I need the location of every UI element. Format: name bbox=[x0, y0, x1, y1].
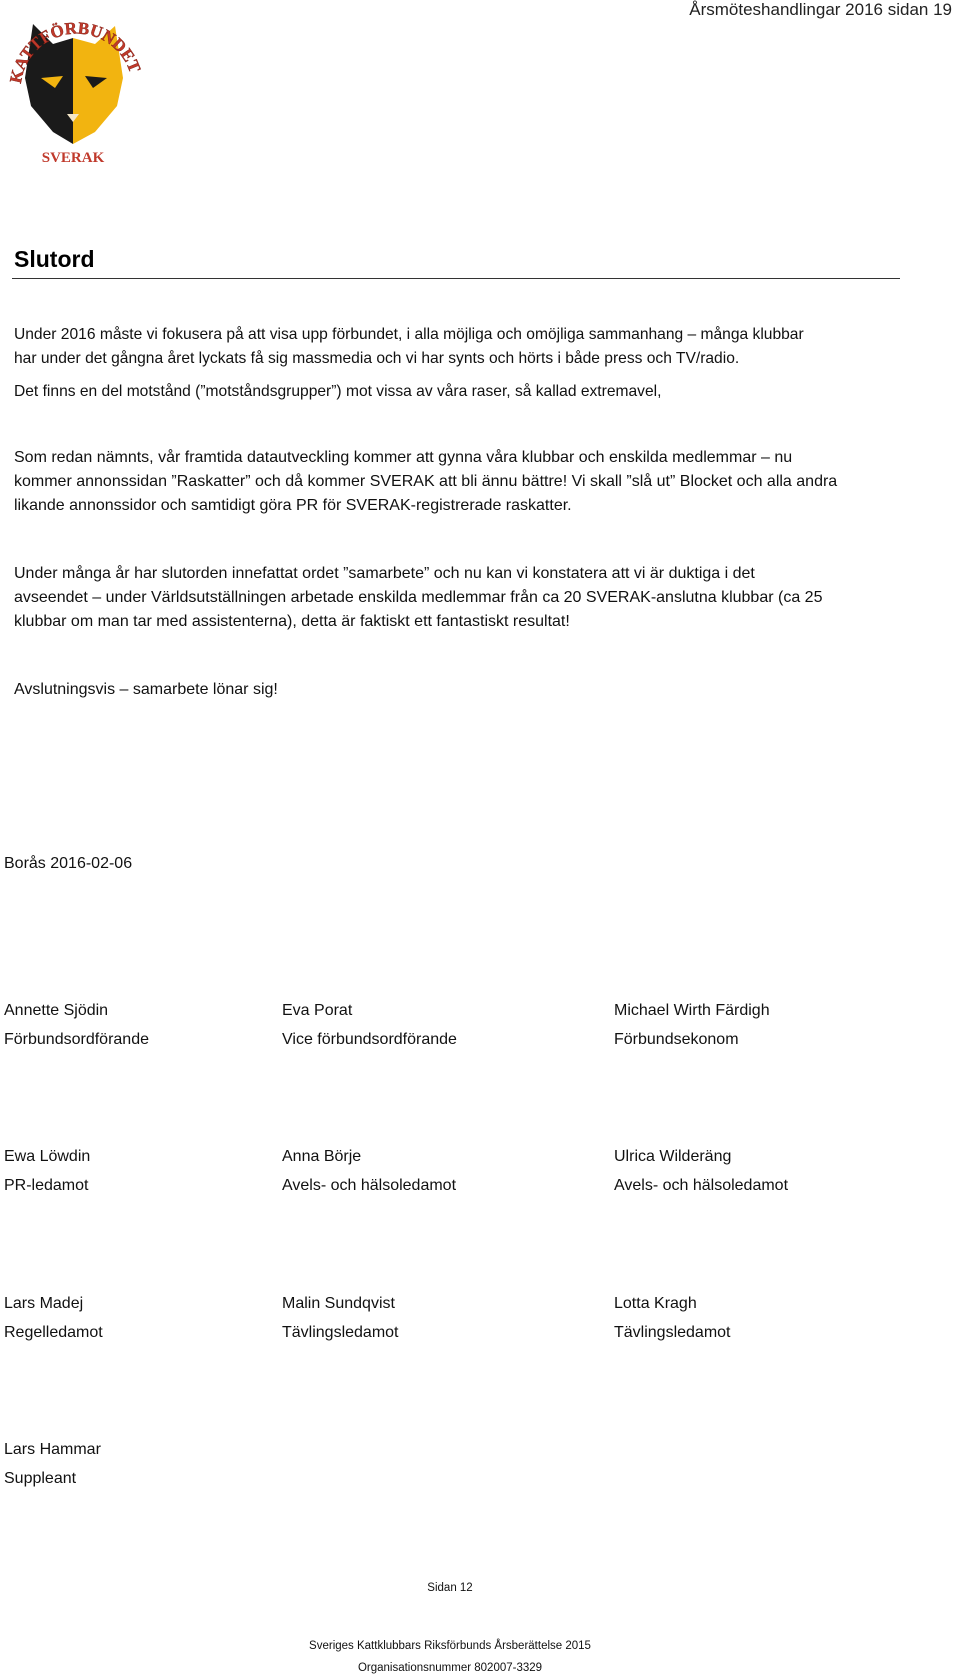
cat-face-logo-icon bbox=[3, 14, 143, 166]
signer-role: Suppleant bbox=[4, 1470, 77, 1487]
section-title: Slutord bbox=[14, 246, 95, 272]
signature-block bbox=[282, 996, 457, 1054]
signer-name: Malin Sundqvist bbox=[282, 1295, 395, 1312]
text-line: Avslutningsvis – samarbete lönar sig! bbox=[14, 681, 278, 698]
signer-role: Förbundsekonom bbox=[614, 1031, 739, 1048]
signature-block bbox=[282, 1289, 399, 1347]
paragraph-resistance bbox=[14, 380, 661, 404]
footer-report-title: Sveriges Kattklubbars Riksförbunds Årsberättelse 2015 bbox=[309, 1640, 591, 1652]
text-line: Som redan nämnts, vår framtida datautveckling kommer att gynna våra klubbar och enskilda medlemmar – nu bbox=[14, 449, 793, 466]
signature-block bbox=[614, 996, 770, 1054]
signer-name: Lars Madej bbox=[4, 1295, 84, 1312]
signer-role: Avels- och hälsoledamot bbox=[614, 1177, 789, 1194]
logo-top-text: KATTFÖRBUNDET bbox=[5, 18, 143, 85]
signer-name: Annette Sjödin bbox=[4, 1002, 109, 1019]
place-date: Borås 2016-02-06 bbox=[4, 855, 133, 872]
signature-block bbox=[614, 1289, 731, 1347]
signer-name: Eva Porat bbox=[282, 1002, 353, 1019]
signer-name: Ewa Löwdin bbox=[4, 1148, 91, 1165]
paragraph-data-development bbox=[14, 446, 837, 518]
signature-block bbox=[614, 1142, 788, 1200]
logo-bottom-text: SVERAK bbox=[41, 150, 105, 166]
text-line: Under många år har slutorden innefattat ordet ”samarbete” och nu kan vi konstatera att vi är duktiga i det bbox=[14, 565, 755, 582]
text-line: har under det gångna året lyckats få sig massmedia och vi har synts och hörts i både press och TV/radio. bbox=[14, 350, 740, 367]
text-line: kommer annonssidan ”Raskatter” och då kommer SVERAK att bli ännu bättre! Vi skall ”slå ut” Blocket och alla andra bbox=[14, 473, 838, 490]
page-number: Sidan 12 bbox=[427, 1582, 473, 1594]
text-line: klubbar om man tar med assistenterna), detta är faktiskt ett fantastiskt resultat! bbox=[14, 613, 570, 630]
signer-role: Avels- och hälsoledamot bbox=[282, 1177, 457, 1194]
text-line: Under 2016 måste vi fokusera på att visa upp förbundet, i alla möjliga och omöjliga sammanhang – många klubbar bbox=[14, 326, 804, 343]
sverak-logo bbox=[3, 14, 143, 166]
signer-name: Lars Hammar bbox=[4, 1441, 101, 1458]
paragraph-closing bbox=[14, 678, 278, 702]
signer-name: Michael Wirth Färdigh bbox=[614, 1002, 770, 1019]
signer-role: Förbundsordförande bbox=[4, 1031, 149, 1048]
signer-name: Anna Börje bbox=[282, 1148, 362, 1165]
page-header: Årsmöteshandlingar 2016 sidan 19 bbox=[689, 0, 952, 19]
text-line: Det finns en del motstånd (”motståndsgrupper”) mot vissa av våra raser, så kallad extremavel, bbox=[14, 383, 662, 400]
signature-block bbox=[4, 1142, 90, 1200]
paragraph-cooperation bbox=[14, 562, 822, 634]
signer-role: PR-ledamot bbox=[4, 1177, 89, 1194]
signer-name: Ulrica Wilderäng bbox=[614, 1148, 732, 1165]
signature-block bbox=[4, 996, 149, 1054]
text-line: likande annonssidor och samtidigt göra PR för SVERAK-registrerade raskatter. bbox=[14, 497, 572, 514]
signature-block bbox=[282, 1142, 456, 1200]
signature-block bbox=[4, 1289, 103, 1347]
signer-role: Regelledamot bbox=[4, 1324, 103, 1341]
title-underline bbox=[12, 278, 900, 279]
text-line: avseendet – under Världsutställningen arbetade enskilda medlemmar från ca 20 SVERAK-anslutna klubbar (ca 25 bbox=[14, 589, 823, 606]
signer-role: Tävlingsledamot bbox=[614, 1324, 731, 1341]
signer-name: Lotta Kragh bbox=[614, 1295, 697, 1312]
signer-role: Tävlingsledamot bbox=[282, 1324, 399, 1341]
paragraph-media bbox=[14, 323, 804, 371]
footer-org-number: Organisationsnummer 802007-3329 bbox=[357, 1662, 543, 1674]
signature-block bbox=[4, 1435, 101, 1493]
signer-role: Vice förbundsordförande bbox=[282, 1031, 457, 1048]
